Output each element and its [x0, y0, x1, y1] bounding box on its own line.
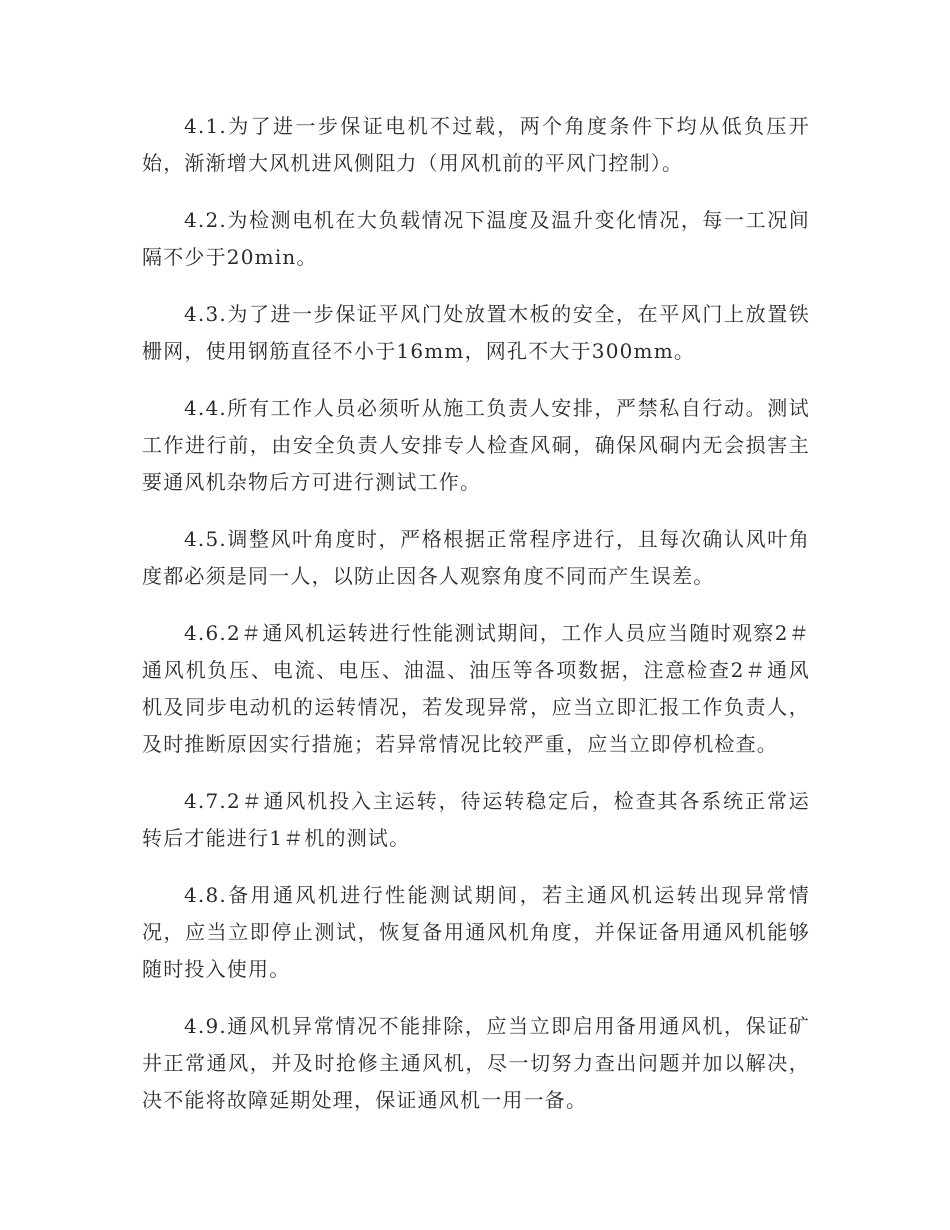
paragraph-4-7: 4.7.2＃通风机投入主运转，待运转稳定后，检查其各系统正常运转后才能进行1＃机的测试。: [142, 789, 810, 850]
document-body: [142, 108, 810, 1139]
paragraph-4-8: 4.8.备用通风机进行性能测试期间，若主通风机运转出现异常情况，应当立即停止测试，恢复备用通风机角度，并保证备用通风机能够随时投入使用。: [142, 883, 810, 981]
paragraph-4-3: 4.3.为了进一步保证平风门处放置木板的安全，在平风门上放置铁栅网，使用钢筋直径不小于16mm，网孔不大于300mm。: [142, 302, 810, 363]
paragraph-4-4: 4.4.所有工作人员必须听从施工负责人安排，严禁私自行动。测试工作进行前，由安全负责人安排专人检查风硐，确保风硐内无会损害主要通风机杂物后方可进行测试工作。: [142, 396, 810, 494]
paragraph-4-5: 4.5.调整风叶角度时，严格根据正常程序进行，且每次确认风叶角度都必须是同一人，以防止因各人观察角度不同而产生误差。: [142, 527, 810, 588]
paragraph-4-6: 4.6.2＃通风机运转进行性能测试期间，工作人员应当随时观察2＃通风机负压、电流、电压、油温、油压等各项数据，注意检查2＃通风机及同步电动机的运转情况，若发现异常，应当立即汇报工作负责人，及时推断原因实行措施；若异常情况比较严重，应当立即停机检查。: [142, 621, 810, 756]
paragraph-4-2: 4.2.为检测电机在大负载情况下温度及温升变化情况，每一工况间隔不少于20min。: [142, 208, 810, 269]
paragraph-4-1: 4.1.为了进一步保证电机不过载，两个角度条件下均从低负压开始，渐渐增大风机进风侧阻力（用风机前的平风门控制）。: [142, 114, 810, 175]
paragraph-4-9: 4.9.通风机异常情况不能排除，应当立即启用备用通风机，保证矿井正常通风，并及时抢修主通风机，尽一切努力查出问题并加以解决，决不能将故障延期处理，保证通风机一用一备。: [142, 1014, 810, 1112]
